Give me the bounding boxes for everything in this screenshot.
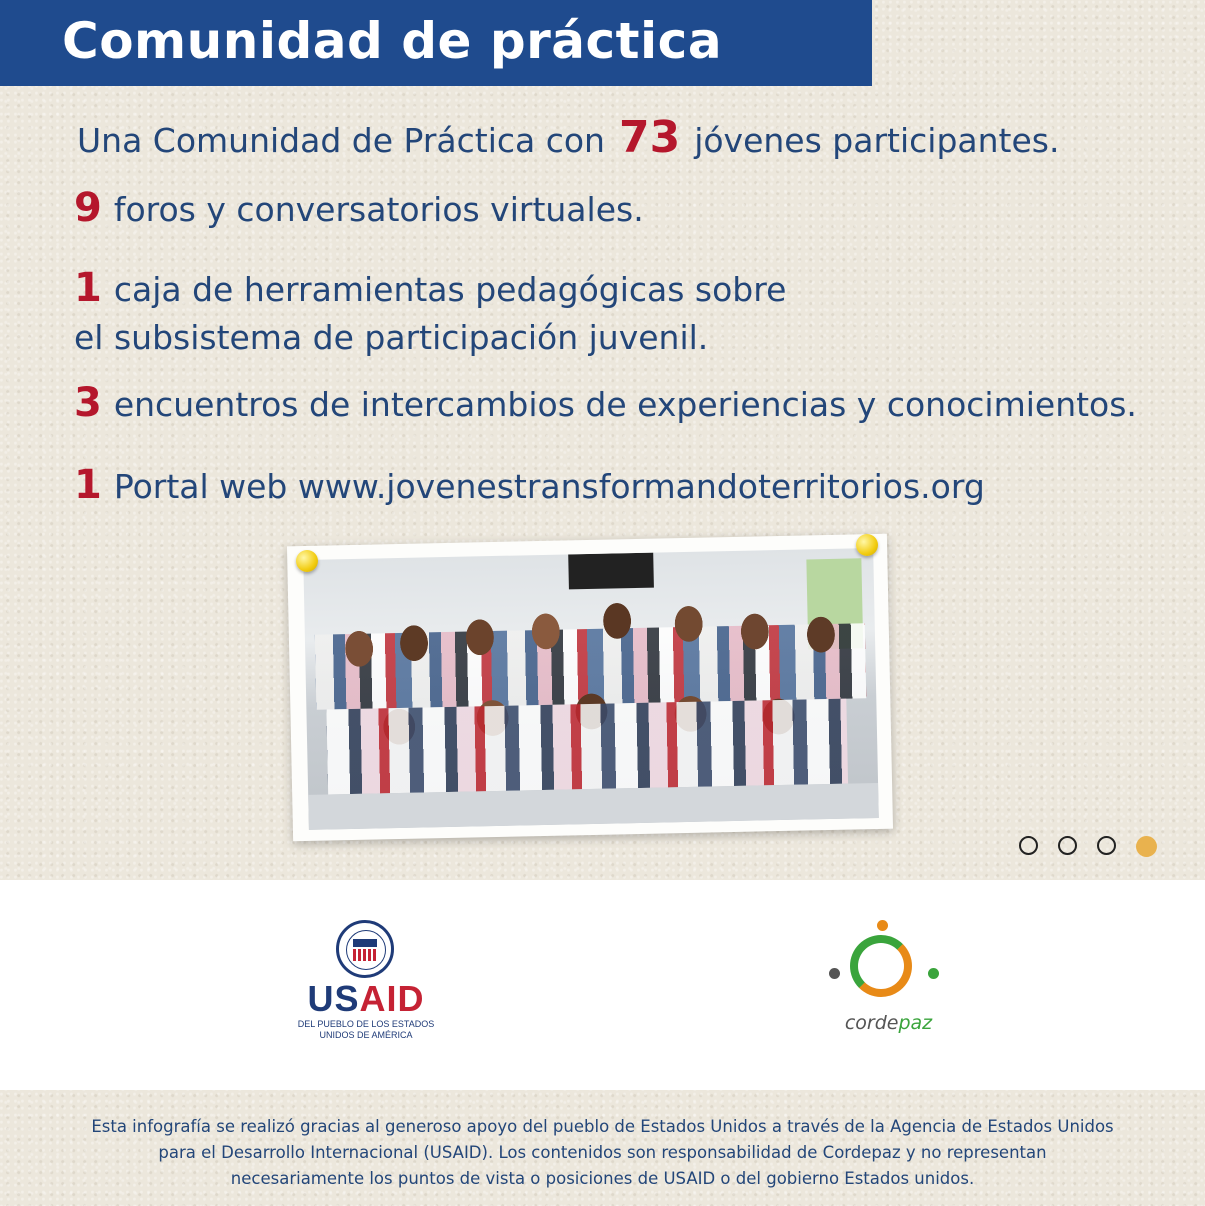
carousel-dot[interactable] xyxy=(1019,836,1038,855)
logo-band xyxy=(0,880,1205,1090)
photo-crowd-sitting xyxy=(326,699,848,795)
stat-toolbox xyxy=(74,265,786,311)
cordepaz-dot-icon xyxy=(877,920,888,931)
stat-text: el subsistema de participación juvenil. xyxy=(74,318,709,357)
stat-forums xyxy=(74,185,644,231)
stat-text: encuentros de intercambios de experiencias y conocimientos. xyxy=(113,385,1137,424)
stat-web-portal xyxy=(74,462,985,508)
stat-meetings xyxy=(74,380,1137,426)
group-photo xyxy=(303,548,879,830)
carousel-indicators xyxy=(1019,836,1157,857)
carousel-dot-active[interactable] xyxy=(1136,836,1157,857)
stat-text: Portal web www.jovenestransformandoterritorios.org xyxy=(113,467,985,506)
usaid-logo xyxy=(296,918,436,1043)
cordepaz-logo xyxy=(826,918,951,1038)
cordepaz-dot-icon xyxy=(829,968,840,979)
cordepaz-wordmark: cordepaz xyxy=(844,1012,933,1034)
disclaimer-line: Esta infografía se realizó gracias al generoso apoyo del pueblo de Estados Unidos a través de la Agencia de Estados Unidos xyxy=(91,1117,1114,1136)
carousel-dot[interactable] xyxy=(1097,836,1116,855)
page-title: Comunidad de práctica xyxy=(62,12,723,70)
pushpin-icon xyxy=(856,534,878,556)
usaid-wordmark: USAID xyxy=(307,978,425,1019)
usaid-tagline: DEL PUEBLO DE LOS ESTADOS UNIDOS DE AMÉRICA xyxy=(297,1019,435,1040)
disclaimer-footer xyxy=(60,1114,1145,1192)
stat-text: foros y conversatorios virtuales. xyxy=(113,190,644,229)
stat-text: jóvenes participantes. xyxy=(694,121,1060,160)
usaid-seal-icon xyxy=(336,920,394,978)
stat-number: 3 xyxy=(74,380,102,426)
stat-number: 1 xyxy=(74,265,102,311)
stat-number: 1 xyxy=(74,462,102,508)
carousel-dot[interactable] xyxy=(1058,836,1077,855)
stat-participants xyxy=(77,112,1059,163)
disclaimer-line: necesariamente los puntos de vista o posiciones de USAID o del gobierno Estados unidos. xyxy=(230,1169,975,1188)
cordepaz-ring-icon xyxy=(850,935,912,997)
photo-tv xyxy=(568,553,654,590)
stat-text: caja de herramientas pedagógicas sobre xyxy=(113,270,787,309)
cordepaz-dot-icon xyxy=(928,968,939,979)
stat-number: 9 xyxy=(74,185,102,231)
stat-toolbox-continued xyxy=(74,318,708,357)
stat-text: Una Comunidad de Práctica con xyxy=(77,121,605,160)
pushpin-icon xyxy=(296,550,318,572)
title-banner xyxy=(0,0,872,86)
group-photo-frame xyxy=(287,534,893,842)
disclaimer-line: para el Desarrollo Internacional (USAID). Los contenidos son responsabilidad de Cordepaz y no representan xyxy=(158,1143,1047,1162)
stat-number: 73 xyxy=(618,112,681,163)
